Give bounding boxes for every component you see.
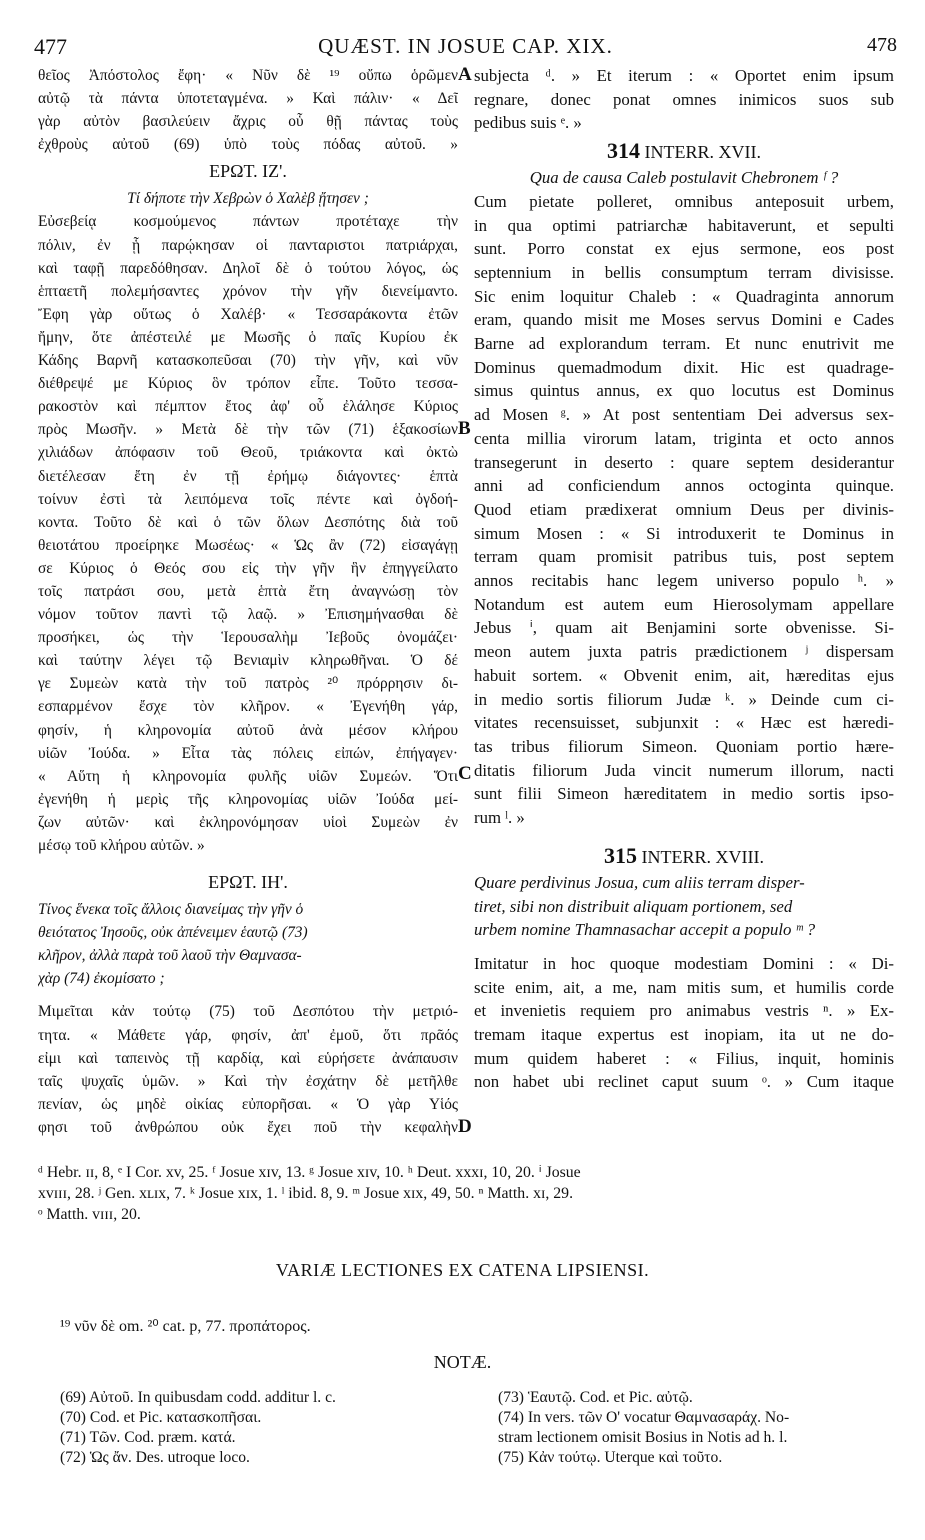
greek-question-17-title: Τί δήποτε τὴν Χεβρὼν ὁ Χαλὲβ ᾔτησεν ; (127, 190, 369, 208)
section-number-315: 315 (604, 842, 637, 868)
text-line: centa millia virorum latam, triginta et octo annos (474, 428, 894, 448)
section-number-314: 314 (607, 138, 640, 164)
latin-question-18-title (474, 871, 894, 942)
text-line: anni ad conficiendum annos octoginta quinque. (474, 476, 894, 496)
note-item: (69) Αὐτοῦ. In quibusdam codd. additur l. c. (60, 1389, 336, 1406)
running-header (34, 34, 897, 64)
greek-question-17-heading: ΕΡΩΤ. ΙΖ'. (209, 161, 287, 182)
margin-letter-a: A (458, 64, 472, 85)
text-line: γὰρ αὐτὸν βασιλεύειν ἄχρις οὗ θῇ πάντας τοὺς (38, 113, 458, 131)
text-line: simum Mosen : « Si introduxerit te Dominus in (474, 523, 894, 543)
latin-intro (474, 64, 894, 111)
title-line: θειότατος Ἰησοῦς, οὐκ ἀπένειμεν ἑαυτῷ (73) (38, 924, 308, 942)
text-line: transegerunt in deserto : quare septem desiderantur (474, 452, 894, 472)
text-line: sunt. Porro constat ex ejus sermone, eos post (474, 239, 894, 259)
text-line: habuit sortem. « Obvenit enim, ait, hæreditas ejus (474, 665, 894, 685)
text-line: κοντα. Τοῦτο δὲ καὶ ὁ τῶν ὅλων Δεσπότης διὰ τοῦ (38, 513, 458, 531)
text-line: eram, quando misit me Moses servus Domini e Cades (474, 310, 894, 330)
text-line: διέθρεψέ με Κύριος ὃν τρόπον εἶπε. Τοῦτο τεσσα- (38, 375, 458, 393)
text-line: septennium in bellis consumptum terram divisisse. (474, 262, 894, 282)
greek-question-18-title (38, 898, 458, 990)
text-line: Jebus ⁱ, quam ait Benjamini sorte obvenisse. Si- (474, 618, 894, 638)
text-line: et invenietis requiem pro animabus vestris ⁿ. » Ex- (474, 1001, 894, 1021)
text-line: meon autem juxta patris prædictionem ʲ dispersam (474, 642, 894, 662)
text-line: Cum pietate polleret, omnibus anteposuit urbem, (474, 191, 894, 211)
note-item: (71) Τῶν. Cod. præm. κατά. (60, 1429, 236, 1446)
page-number-left: 477 (34, 34, 67, 59)
text-line: νόμον τοῦτον παντὶ τῷ λαῷ. » Ἐπισημήνασθαι δὲ (38, 606, 458, 624)
title-line: Quare perdivinus Josua, cum aliis terram disper- (474, 872, 805, 892)
text-line: ἑπταετῆ πολεμήσαντες χρόνον τὴν γῆν διενείμαντο. (38, 282, 458, 300)
text-line: ἐγενήθη ἡ μερὶς τῆς κληρονομίας υἱῶν Ἰούδα μεί- (38, 790, 458, 808)
latin-question-17-heading (474, 135, 894, 166)
text-line: τητα. « Μάθετε γάρ, φησίν, ἀπ' ἐμοῦ, ὅτι πρᾶός (38, 1026, 458, 1044)
note-item: (74) In vers. τῶν Ο' vocatur Θαμνασαράχ. No- (498, 1409, 790, 1426)
greek-question-17-last-line: μέσῳ τοῦ κλήρου αὐτῶν. » (38, 837, 205, 854)
note-item: (75) Κἀν τούτῳ. Uterque καὶ τοῦτο. (498, 1449, 723, 1466)
text-line: φησι τοῦ ἀνθρώπου οὐκ ἔχει ποῦ τὴν κεφαλὴν (38, 1118, 458, 1136)
text-line: in qua optimi patriarchæ habitaverunt, et sepulti (474, 215, 894, 235)
greek-question-18-body (38, 1000, 458, 1139)
interr-18-label: INTERR. XVIII. (641, 846, 764, 867)
note-item: stram lectionem omisit Bosius in Notis ad h. l. (498, 1429, 788, 1446)
notae-left-column (60, 1388, 480, 1468)
text-line: terram quam promisit patribus tuis, post septem (474, 547, 894, 567)
text-line: scite enim, ait, a me, nam mitis sum, et humilis corde (474, 977, 894, 997)
text-line: in medio sortis filiorum Judæ ᵏ. » Deinde cum ci- (474, 689, 894, 709)
text-line: ρακοστὸν καὶ πέμπτον ἔτος ἀφ' οὗ ἐλάλησε Κύριος (38, 398, 458, 416)
text-line: subjecta ᵈ. » Et iterum : « Oportet enim ipsum (474, 66, 894, 85)
text-line: προσήκει, ὡς τὴν Ἱερουσαλὴμ Ἰεβοῦς ὀνομάζει· (38, 629, 458, 647)
text-line: θεῖος Ἀπόστολος ἔφη· « Νῦν δὲ ¹⁹ οὔπω ὁρῶμεν (38, 67, 458, 84)
text-line: tas tribus filiorum Simeon. Quoniam portio hære- (474, 736, 894, 756)
footnote-line: xvɪɪɪ, 28. ʲ Gen. xʟɪx, 7. ᵏ Josue xɪx, 1. ˡ ibid. 8, 9. ᵐ Josue xɪx, 49, 50. ⁿ Matth. xɪ, 29. (38, 1185, 574, 1202)
text-line: Notandum est autem eum Hierosolymam appellare (474, 594, 894, 614)
text-line: ἤμην, ὅτε ἀπέστειλέ με Μωσῆς ὁ παῖς Κυρίου ἐκ (38, 328, 458, 346)
text-line: εἰμι καὶ ταπεινὸς τῇ καρδίᾳ, καὶ εὑρήσετε ἀνάπαυσιν (38, 1049, 458, 1067)
text-line: χιλιάδων ἀπόφασιν τοῦ Θεοῦ, τριάκοντα καὶ ὀκτὼ (38, 444, 458, 462)
text-line: τοίνυν ἐστὶ τὰ λειπόμενα τοῖς πέντε καὶ ὀγδοή- (38, 490, 458, 508)
note-item: (72) Ὡς ἄν. Des. utroque loco. (60, 1449, 250, 1466)
title-line: urbem nomine Thamnasachar accepit a populo ᵐ ? (474, 920, 816, 940)
text-line: regnare, donec ponat omnes inimicos suos sub (474, 89, 894, 109)
text-line: non habet ubi reclinet caput suum ᵒ. » Cum itaque (474, 1072, 894, 1092)
text-line: αὐτῷ τὰ πάντα ὑποτεταγμένα. » Καὶ πάλιν· « Δεῖ (38, 90, 458, 108)
text-line: tremam itaque expertus est inopiam, ita ut ne do- (474, 1025, 894, 1045)
notae-right-column (498, 1388, 898, 1468)
text-line: « Αὕτη ἡ κληρονομία φυλῆς υἱῶν Συμεών. Ὅτι (38, 767, 458, 785)
variae-lectiones-title: VARIÆ LECTIONES EX CATENA LIPSIENSI. (275, 1260, 650, 1280)
latin-question-17-title: Qua de causa Caleb postulavit Chebronem ᶠ ? (529, 168, 839, 188)
text-line: Κάδης Βαρνῆ κατασκοπεῦσαι (70) τὴν γῆν, καὶ νῦν (38, 352, 458, 370)
note-item: (73) Ἑαυτῷ. Cod. et Pic. αὐτῷ. (498, 1389, 693, 1406)
latin-intro-last-line: pedibus suis ᵉ. » (474, 113, 582, 133)
text-line: vitates recensuisset, subjunxit : « Hæc est hæredi- (474, 713, 894, 733)
text-line: Sic enim loquitur Chaleb : « Quadraginta annorum (474, 286, 894, 306)
text-line: τοῖς πατράσι σου, μετὰ ἑπτὰ ἔτη ἀναγνώσῃ τὸν (38, 582, 458, 600)
latin-question-17-last-line: rum ˡ. » (474, 808, 525, 828)
text-line: Quod etiam prædixerat omnium Deus per divinis- (474, 499, 894, 519)
text-line: Ἔφη γὰρ οὕτως ὁ Χαλέβ· « Τεσσαράκοντα ἐτῶν (38, 305, 458, 323)
title-line: κλῆρον, ἀλλὰ παρὰ τοῦ λαοῦ τὴν Θαμνασα- (38, 947, 302, 965)
text-line: annos recitabis hanc legem universo populo ʰ. » (474, 571, 894, 591)
text-line: ζων αὐτῶν· καὶ ἐκληρονόμησαν υἱοὶ Συμεὼν ἐν (38, 813, 458, 831)
variae-lectiones-text: ¹⁹ νῦν δὲ om. ²⁰ cat. p, 77. προπάτορος. (60, 1318, 311, 1335)
text-line: πενίαν, ὡς μηδὲ οἰκίας εὐπορῆσαι. « Ὁ γὰρ Υἱός (38, 1095, 458, 1113)
text-line: Dominus quemadmodum dixit. Hic est quadrage- (474, 357, 894, 377)
latin-column (474, 64, 894, 1094)
title-line: tiret, sibi non distribuit aliquam portionem, sed (474, 896, 793, 916)
text-line: καὶ ταύτην λέγει τῷ Βενιαμὶν κληρωθῆναι. Ὁ δέ (38, 652, 458, 670)
latin-question-18-body (474, 952, 894, 1094)
text-line: καὶ ταφῇ παρεδόθησαν. Δηλοῖ δὲ ὁ τούτου λόγος, ὡς (38, 259, 458, 277)
text-line: Barne ad explorandum terram. Et nunc enutrivit me (474, 334, 894, 354)
running-title: QUÆST. IN JOSUE CAP. XIX. (318, 34, 613, 58)
text-line: ad Mosen ᵍ. » At post sententiam Dei adversus sex- (474, 405, 894, 425)
text-line: Imitatur in hoc quoque modestiam Domini : « Di- (474, 953, 894, 973)
footnote-line: ᵒ Matth. vɪɪɪ, 20. (38, 1206, 141, 1223)
text-line: πόλιν, ἐν ᾗ παρῴκησαν οἱ πανταριστοι πατριάρχαι, (38, 236, 458, 254)
latin-question-18-heading (474, 840, 894, 871)
greek-question-18-heading: ΕΡΩΤ. ΙΗ'. (208, 872, 288, 893)
text-line: ditatis filiorum Juda vincit numerum illorum, nacti (474, 760, 894, 780)
interr-17-label: INTERR. XVII. (644, 142, 761, 163)
note-item: (70) Cod. et Pic. κατασκοπῆσαι. (60, 1409, 262, 1426)
text-line: γε Συμεὼν κατὰ τὴν τοῦ πατρὸς ²⁰ πρόρρησιν δι- (38, 675, 458, 693)
margin-letter-c: C (458, 763, 472, 784)
page-number-right: 478 (867, 34, 897, 56)
latin-question-17-body (474, 190, 894, 806)
greek-column (38, 64, 458, 1139)
text-line: simus quintus annus, ex quo locutus est Dominus (474, 381, 894, 401)
margin-letter-d: D (458, 1116, 472, 1137)
greek-question-17-body (38, 210, 458, 834)
text-line: υἱῶν Ἰούδα. » Εἶτα τὰς πόλεις εἰπών, ἐπήγαγεν· (38, 744, 458, 762)
title-line: Τίνος ἕνεκα τοῖς ἄλλοις διανείμας τὴν γῆν ὁ (38, 901, 304, 919)
greek-intro (38, 64, 458, 156)
text-line: εσπαρμένον ἔσχε τὸν κλῆρον. « Ἐγενήθη γάρ, (38, 698, 458, 716)
footnotes (38, 1162, 898, 1225)
text-line: σε Κύριος ὁ Θεός σου εἰς τὴν γῆν ἣν ἐπηγγείλατο (38, 559, 458, 577)
text-line: πρὸς Μωσῆν. » Μετὰ δὲ τὴν τῶν (71) ἑξακοσίων (38, 421, 458, 439)
text-line: ἐχθροὺς αὐτοῦ (69) ὑπὸ τοὺς πόδας αὐτοῦ. » (38, 136, 458, 154)
margin-letter-b: B (458, 418, 471, 439)
footnote-line: ᵈ Hebr. ɪɪ, 8, ᵉ I Cor. xv, 25. ᶠ Josue xɪv, 13. ᵍ Josue xɪv, 10. ʰ Deut. xxxɪ, 10, 20. ⁱ Josue (38, 1164, 581, 1181)
text-line: Μιμεῖται κἀν τούτῳ (75) τοῦ Δεσπότου τὴν μετριό- (38, 1003, 458, 1021)
text-line: διετέλεσαν ἔτη ἐν τῇ ἐρήμῳ διάγοντες· ἑπτὰ (38, 467, 458, 485)
text-line: Εὐσεβείᾳ κοσμούμενος πάντων προτέταχε τὴν (38, 213, 458, 231)
text-line: sunt filii Simeon hæreditatem in medio sortis ipso- (474, 784, 894, 804)
title-line: χὰρ (74) ἐκομίσατο ; (38, 970, 165, 988)
text-line: φησίν, ἡ κληρονομία αὐτοῦ ἀνὰ μέσον κλήρου (38, 721, 458, 739)
text-line: mum quidem haberet : « Filius, inquit, hominis (474, 1048, 894, 1068)
text-line: ταῖς ψυχαῖς ὑμῶν. » Καὶ τὴν ἐσχάτην δὲ μετῆλθε (38, 1072, 458, 1090)
text-line: θειοτάτου προείρηκε Μωσέως· « Ὡς ἂν (72) εἰσαγάγῃ (38, 536, 458, 554)
notae-title: NOTÆ. (433, 1352, 492, 1372)
